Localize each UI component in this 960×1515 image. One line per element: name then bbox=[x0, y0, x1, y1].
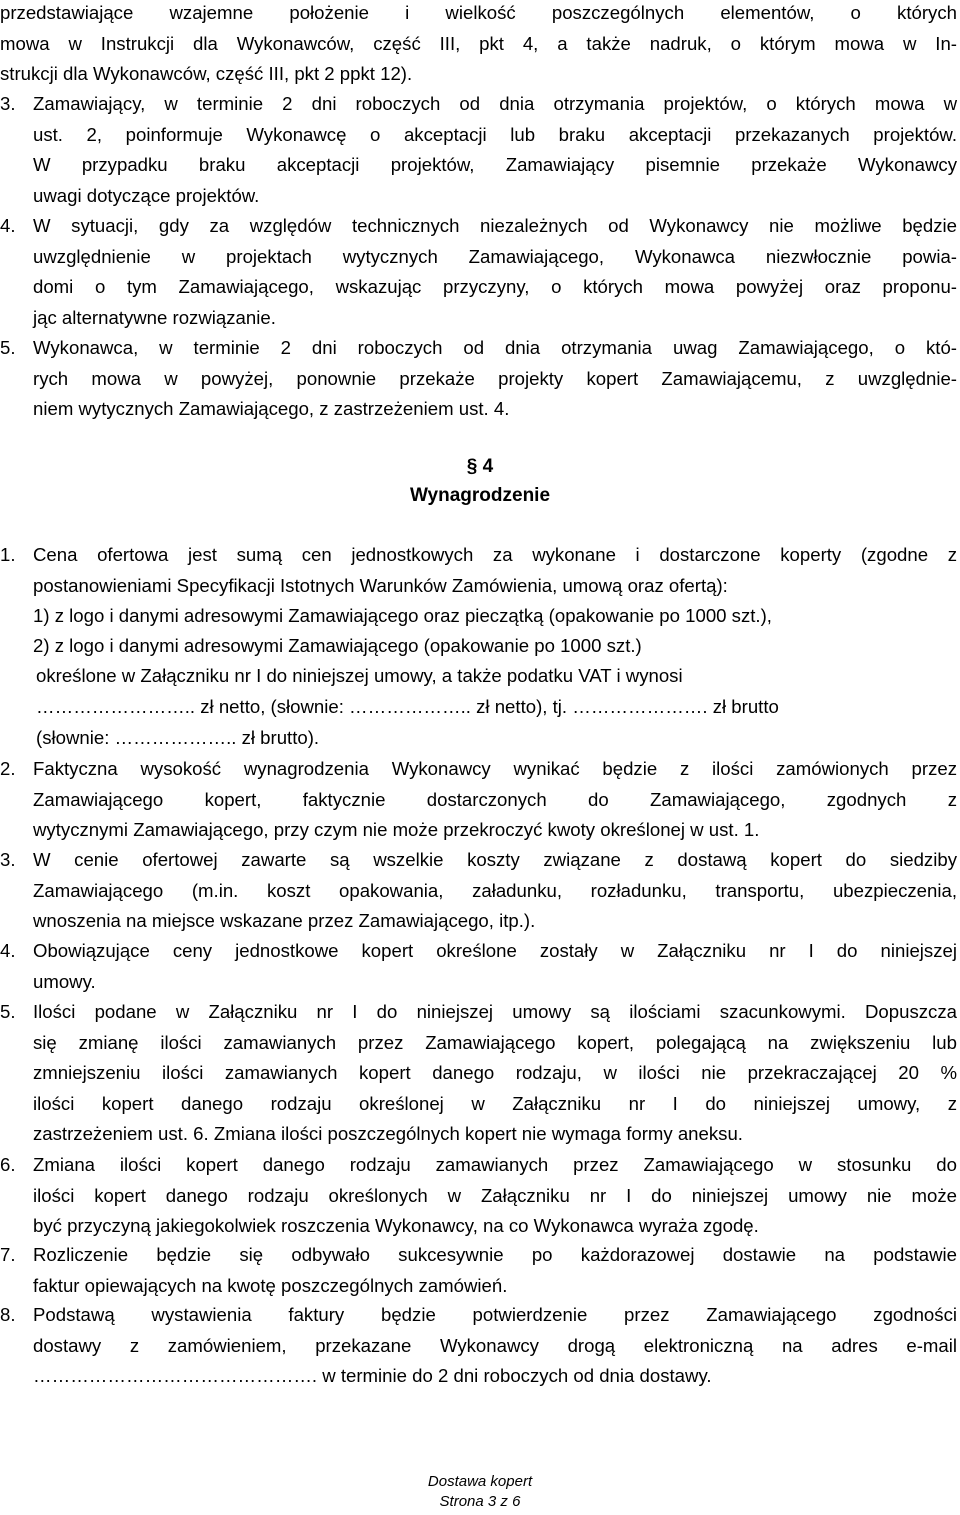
text-line: Faktyczna wysokość wynagrodzenia Wykonawcy wynikać będzie z ilości zamówionych przez bbox=[33, 758, 957, 779]
text-line: Ilości podane w Załączniku nr I do niniejszej umowy są ilościami szacunkowymi. Dopuszcza bbox=[33, 1001, 957, 1022]
payment-item-1 bbox=[0, 540, 957, 601]
text-line: Obowiązujące ceny jednostkowe kopert określone zostały w Załączniku nr I do niniejszej bbox=[33, 940, 957, 961]
text-line: zastrzeżeniem ust. 6. Zmiana ilości poszczególnych kopert nie wymaga formy aneksu. bbox=[33, 1123, 743, 1144]
text-line: Wykonawca, w terminie 2 dni roboczych od dnia otrzymania uwag Zamawiającego, o któ- bbox=[33, 337, 957, 358]
text-line: Podstawą wystawienia faktury będzie potwierdzenie przez Zamawiającego zgodności bbox=[33, 1304, 957, 1325]
text-line: ilości kopert danego rodzaju określonych w Załączniku nr I do niniejszej umowy nie może bbox=[33, 1184, 957, 1206]
text-line: dostawy z zamówieniem, przekazane Wykonawcy drogą elektroniczną na adres e-mail bbox=[33, 1334, 957, 1356]
text-line: niem wytycznych Zamawiającego, z zastrzeżeniem ust. 4. bbox=[33, 398, 510, 419]
text-line: być przyczyną jakiegokolwiek roszczenia Wykonawcy, na co Wykonawca wyraża zgodę. bbox=[33, 1215, 759, 1236]
payment-item-4 bbox=[0, 936, 957, 997]
text-line: Zmiana ilości kopert danego rodzaju zamawianych przez Zamawiającego w stosunku do bbox=[33, 1154, 957, 1175]
text-line: rych mowa w powyżej, ponownie przekaże projekty kopert Zamawiającemu, z uwzględnie- bbox=[33, 367, 957, 389]
text-line: wytycznymi Zamawiającego, przy czym nie może przekroczyć kwoty określonej w ust. 1. bbox=[33, 819, 760, 840]
text-line: zmniejszeniu ilości zamawianych kopert danego rodzaju, w ilości nie przekraczającej 20 % bbox=[33, 1062, 957, 1083]
text-line: przedstawiające wzajemne położenie i wielkość poszczególnych elementów, o których bbox=[0, 2, 957, 23]
text-line: Zamawiającego (m.in. koszt opakowania, załadunku, rozładunku, transportu, ubezpieczenia, bbox=[33, 879, 957, 901]
text-line: ust. 2, poinformuje Wykonawcę o akceptacji lub braku akceptacji przekazanych projektów. bbox=[33, 123, 957, 145]
text-line: ilości kopert danego rodzaju określonej w Załączniku nr I do niniejszej umowy, z bbox=[33, 1092, 957, 1114]
text-line: W sytuacji, gdy za względów technicznych niezależnych od Wykonawcy nie możliwe będzie bbox=[33, 215, 957, 236]
text-line: Rozliczenie będzie się odbywało sukcesywnie po każdorazowej dostawie na podstawie bbox=[33, 1244, 957, 1265]
payment-item-8 bbox=[0, 1300, 957, 1392]
list-item-3 bbox=[0, 89, 957, 211]
text-line: Zamawiający, w terminie 2 dni roboczych od dnia otrzymania projektów, o których mowa w bbox=[33, 93, 957, 114]
text-line: uwzględnienie w projektach wytycznych Zamawiającego, Wykonawca niezwłocznie powia- bbox=[33, 245, 957, 267]
intro-paragraph bbox=[0, 0, 957, 90]
payment-item-5 bbox=[0, 997, 957, 1150]
payment-item-7 bbox=[0, 1240, 957, 1301]
sub-item-2: 2) z logo i danymi adresowymi Zamawiającego (opakowanie po 1000 szt.) bbox=[33, 635, 642, 656]
text-line: Zamawiającego kopert, faktycznie dostarczonych do Zamawiającego, zgodnych z bbox=[33, 788, 957, 810]
amount-netto-brutto: …………………….. zł netto, (słownie: ……………….. zł netto), tj. …………………. zł brutto bbox=[36, 696, 779, 717]
text-line: domi o tym Zamawiającego, wskazując przyczyny, o których mowa powyżej oraz proponu- bbox=[33, 276, 957, 297]
text-line: postanowieniami Specyfikacji Istotnych Warunków Zamówienia, umową oraz ofertą): bbox=[33, 574, 728, 596]
list-item-4 bbox=[0, 211, 957, 333]
text-line: umowy. bbox=[33, 970, 96, 992]
section-number: § 4 bbox=[466, 456, 494, 477]
payment-item-6 bbox=[0, 1150, 957, 1242]
text-line: jąc alternatywne rozwiązanie. bbox=[33, 306, 276, 328]
sub-item-1: 1) z logo i danymi adresowymi Zamawiającego oraz pieczątką (opakowanie po 1000 szt.), bbox=[33, 605, 772, 626]
item-number: 1. bbox=[0, 544, 16, 565]
item-number: 3. bbox=[0, 849, 16, 870]
item-number: 5. bbox=[0, 1001, 16, 1022]
item-number: 7. bbox=[0, 1244, 16, 1265]
text-line: strukcji dla Wykonawców, część III, pkt 2 ppkt 12). bbox=[0, 63, 413, 84]
payment-item-3 bbox=[0, 845, 957, 937]
amount-words: (słownie: ……………….. zł brutto). bbox=[36, 727, 320, 748]
item-number: 4. bbox=[0, 215, 16, 236]
text-line: mowa w Instrukcji dla Wykonawców, część III, pkt 4, a także nadruk, o którym mowa w In- bbox=[0, 32, 957, 54]
item-number: 5. bbox=[0, 337, 16, 358]
text-line: uwagi dotyczące projektów. bbox=[33, 184, 260, 206]
text-line: faktur opiewających na kwotę poszczególnych zamówień. bbox=[33, 1274, 508, 1296]
payment-item-2 bbox=[0, 754, 957, 846]
footer-page-number: Strona 3 z 6 bbox=[439, 1493, 521, 1510]
text-line: wnoszenia na miejsce wskazane przez Zamawiającego, itp.). bbox=[33, 910, 536, 931]
list-item-5 bbox=[0, 333, 957, 425]
item-number: 8. bbox=[0, 1304, 16, 1325]
item-number: 6. bbox=[0, 1154, 16, 1175]
section-title: Wynagrodzenie bbox=[409, 485, 551, 506]
item-number: 2. bbox=[0, 758, 16, 779]
footer-title: Dostawa kopert bbox=[427, 1473, 533, 1490]
amount-intro: określone w Załączniku nr I do niniejszej umowy, a także podatku VAT i wynosi bbox=[36, 665, 683, 686]
text-line: Cena ofertowa jest sumą cen jednostkowych za wykonane i dostarczone koperty (zgodne z bbox=[33, 544, 957, 565]
item-number: 4. bbox=[0, 940, 16, 961]
text-line: ………………………………………. w terminie do 2 dni roboczych od dnia dostawy. bbox=[33, 1365, 712, 1386]
item-number: 3. bbox=[0, 93, 16, 114]
text-line: W cenie ofertowej zawarte są wszelkie koszty związane z dostawą kopert do siedziby bbox=[33, 849, 957, 870]
text-line: W przypadku braku akceptacji projektów, Zamawiający pisemnie przekaże Wykonawcy bbox=[33, 154, 957, 175]
text-line: się zmianę ilości zamawianych przez Zamawiającego kopert, polegającą na zwiększeniu lub bbox=[33, 1031, 957, 1053]
